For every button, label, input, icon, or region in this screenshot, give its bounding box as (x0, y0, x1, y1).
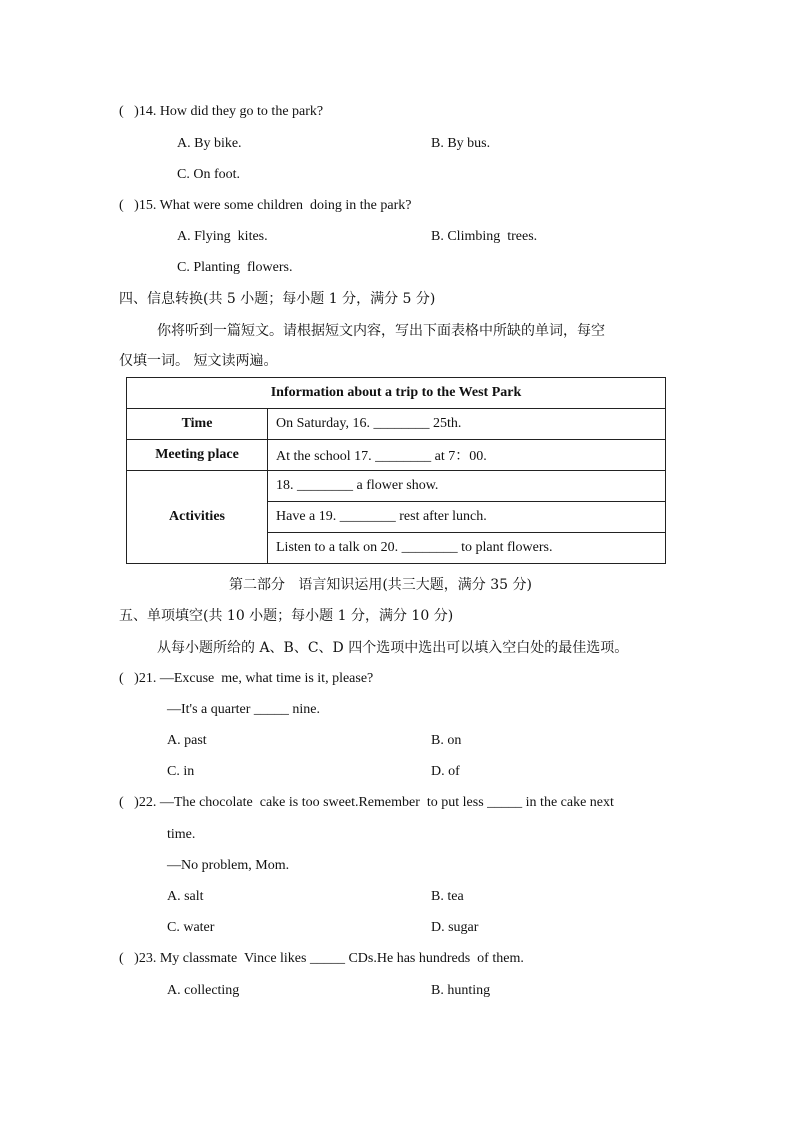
question-21-option-c: C. in (167, 764, 195, 779)
question-22-response: —No problem, Mom. (167, 858, 290, 873)
section-4-instruction-line-2: 仅填一词。 短文读两遍。 (119, 353, 278, 369)
row-value-activity-18: 18. ________ a flower show. (268, 471, 666, 502)
table-row (127, 471, 666, 502)
section-4-instruction-line-1: 你将听到一篇短文。请根据短文内容，写出下面表格中所缺的单词，每空 (157, 323, 605, 339)
table-header: Information about a trip to the West Park (127, 378, 666, 409)
question-21-option-a: A. past (167, 733, 207, 748)
question-15-option-b: B. Climbing trees. (431, 229, 538, 244)
question-15-option-a: A. Flying kites. (177, 229, 268, 244)
section-5-title: 五、单项填空(共 10 小题；每小题 1 分，满分 10 分) (119, 608, 454, 624)
section-4-title: 四、信息转换(共 5 小题；每小题 1 分，满分 5 分) (119, 291, 436, 307)
question-15-option-c: C. Planting flowers. (177, 260, 293, 275)
table-row (127, 409, 666, 440)
question-22-option-c: C. water (167, 920, 215, 935)
question-21-stem: ( )21. —Excuse me, what time is it, please? (119, 671, 374, 686)
question-21-response: —It's a quarter _____ nine. (167, 702, 320, 717)
row-label-meeting-place: Meeting place (127, 440, 268, 471)
question-21-option-d: D. of (431, 764, 460, 779)
question-21-option-b: B. on (431, 733, 462, 748)
question-23-option-a: A. collecting (167, 983, 240, 998)
row-label-time: Time (127, 409, 268, 440)
question-23-option-b: B. hunting (431, 983, 491, 998)
question-22-option-a: A. salt (167, 889, 204, 904)
question-14-stem: ( )14. How did they go to the park? (119, 104, 324, 119)
question-22-option-b: B. tea (431, 889, 464, 904)
table-row (127, 440, 666, 471)
question-23-stem: ( )23. My classmate Vince likes _____ CDs.He has hundreds of them. (119, 951, 524, 966)
row-label-activities: Activities (127, 471, 268, 564)
question-14-option-a: A. By bike. (177, 136, 242, 151)
question-14-option-c: C. On foot. (177, 167, 240, 182)
info-table (126, 377, 666, 564)
question-15-stem: ( )15. What were some children doing in the park? (119, 198, 412, 213)
question-22-stem: ( )22. —The chocolate cake is too sweet.Remember to put less _____ in the cake next (119, 795, 614, 810)
row-value-activity-19: Have a 19. ________ rest after lunch. (268, 502, 666, 533)
row-value-time: On Saturday, 16. ________ 25th. (268, 409, 666, 440)
question-22-stem-continued: time. (167, 827, 196, 842)
question-22-option-d: D. sugar (431, 920, 479, 935)
part-2-title: 第二部分 语言知识运用(共三大题，满分 35 分) (229, 577, 532, 593)
question-14-option-b: B. By bus. (431, 136, 491, 151)
row-value-meeting-place: At the school 17. ________ at 7：00. (268, 440, 666, 471)
row-value-activity-20: Listen to a talk on 20. ________ to plant flowers. (268, 533, 666, 564)
section-5-instruction: 从每小题所给的 A、B、C、D 四个选项中选出可以填入空白处的最佳选项。 (157, 640, 629, 656)
